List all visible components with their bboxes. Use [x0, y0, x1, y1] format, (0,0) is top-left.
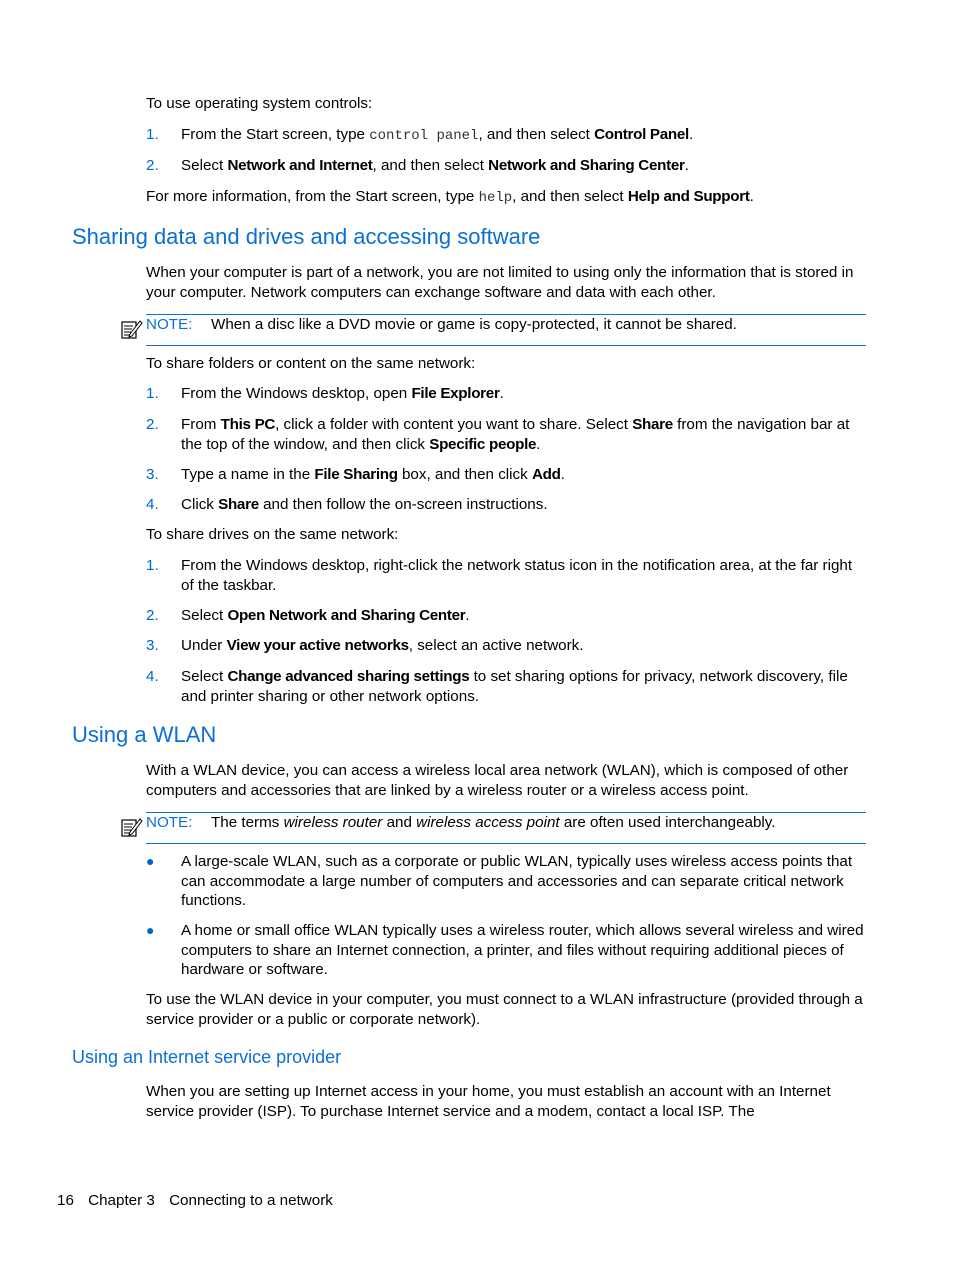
more-info-paragraph: For more information, from the Start screen, type help, and then select Help and Support. [146, 188, 754, 206]
step-text: From the Windows desktop, right-click the network status icon in the notification area, at the far right of the taskbar. [181, 557, 853, 594]
step-number: 2. [146, 157, 159, 174]
folders-lead: To share folders or content on the same network: [146, 355, 476, 372]
section-heading-wlan: Using a WLAN [72, 722, 217, 747]
inline-code: control panel [369, 128, 479, 144]
step-text: Under View your active networks, select an active network. [181, 637, 584, 654]
wlan-closing: To use the WLAN device in your computer, you must connect to a WLAN infrastructure (provided through a service provider or a public or corporate network). [146, 991, 863, 1028]
step-number: 2. [146, 607, 159, 624]
chapter-label: Chapter 3 [88, 1192, 155, 1209]
sharing-paragraph: When your computer is part of a network, you are not limited to using only the information that is stored in your computer. Network computers can exchange software and data with each other. [146, 264, 854, 301]
step-number: 4. [146, 668, 159, 685]
note-text: When a disc like a DVD movie or game is copy-protected, it cannot be shared. [211, 316, 737, 333]
note-label: NOTE: [146, 814, 193, 831]
isp-paragraph: When you are setting up Internet access in your home, you must establish an account with an Internet service provider (ISP). To purchase Internet service and a modem, contact a local ISP. The [146, 1083, 831, 1120]
step-number: 1. [146, 126, 159, 143]
step-text: From This PC, click a folder with content you want to share. Select Share from the navigation bar at the top of the window, and then click Specific people. [181, 416, 850, 453]
step-text: Click Share and then follow the on-screen instructions. [181, 496, 548, 513]
step-text: Select Change advanced sharing settings to set sharing options for privacy, network discovery, file and printer sharing or other network options. [181, 668, 848, 705]
note-icon [120, 815, 144, 839]
chapter-title: Connecting to a network [169, 1192, 333, 1209]
wlan-paragraph: With a WLAN device, you can access a wireless local area network (WLAN), which is composed of other computers and accessories that are linked by a wireless router or a wireless access point. [146, 762, 849, 799]
step-text: Select Network and Internet, and then select Network and Sharing Center. [181, 157, 689, 174]
step-number: 3. [146, 637, 159, 654]
note-box [146, 812, 866, 844]
subsection-heading-isp: Using an Internet service provider [72, 1047, 342, 1067]
bullet-icon: ● [146, 922, 155, 938]
page-footer [57, 1191, 343, 1211]
inline-code: help [478, 190, 513, 206]
step-text: Type a name in the File Sharing box, and then click Add. [181, 466, 565, 483]
note-label: NOTE: [146, 316, 193, 333]
section-heading-sharing: Sharing data and drives and accessing software [72, 224, 541, 249]
note-box [146, 314, 866, 346]
page-number: 16 [57, 1192, 74, 1209]
step-number: 1. [146, 557, 159, 574]
note-text: The terms wireless router and wireless access point are often used interchangeably. [211, 814, 776, 831]
bullet-text: A home or small office WLAN typically uses a wireless router, which allows several wireless and wired computers to share an Internet connection, a printer, and files without requiring additional pieces of hardware or software. [181, 922, 864, 978]
step-text: Select Open Network and Sharing Center. [181, 607, 470, 624]
bullet-text: A large-scale WLAN, such as a corporate or public WLAN, typically uses wireless access points that can accommodate a large number of computers and accessories and can separate critical network functions. [181, 853, 853, 909]
step-number: 4. [146, 496, 159, 513]
step-number: 1. [146, 385, 159, 402]
step-number: 2. [146, 416, 159, 433]
step-text: From the Windows desktop, open File Explorer. [181, 385, 504, 402]
drives-lead: To share drives on the same network: [146, 526, 399, 543]
step-number: 3. [146, 466, 159, 483]
step-text: From the Start screen, type control panel, and then select Control Panel. [181, 126, 694, 144]
intro-lead: To use operating system controls: [146, 95, 373, 112]
note-icon [120, 317, 144, 341]
bullet-icon: ● [146, 853, 155, 869]
